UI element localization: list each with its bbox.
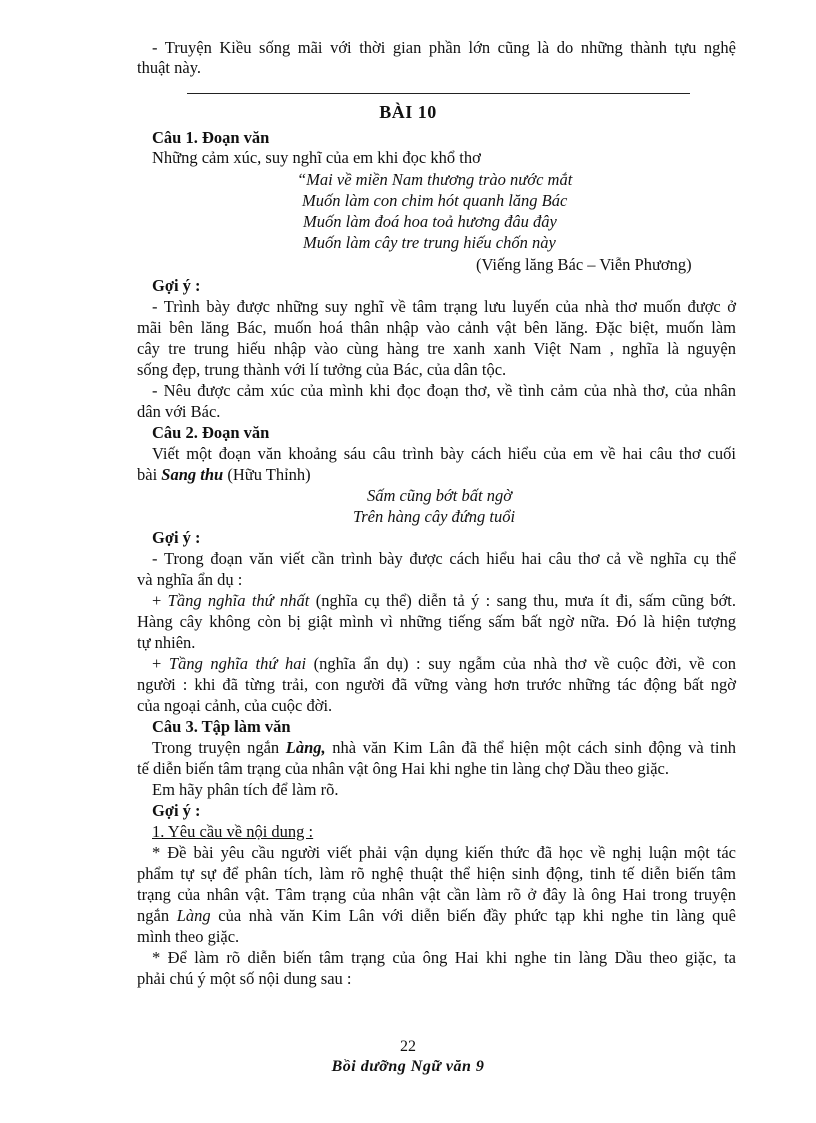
story-title: Làng, — [285, 738, 326, 757]
q1-hint-line: - Nêu được cảm xúc của mình khi đọc đoạn thơ, về tình cảm của nhà thơ, của nhân — [152, 381, 736, 400]
q2-layer-1-line-3: tự nhiên. — [137, 633, 196, 652]
q1-heading: Câu 1. Đoạn văn — [152, 128, 270, 147]
q2-prompt-line-2: bài Sang thu (Hữu Thỉnh) — [137, 465, 311, 484]
q1-hint-line: - Trình bày được những suy nghĩ về tâm trạng lưu luyến của nhà thơ muốn được ở — [152, 297, 736, 316]
lesson-title: BÀI 10 — [379, 102, 437, 122]
page-number: 22 — [400, 1038, 416, 1055]
q1-hint-label: Gợi ý : — [152, 276, 201, 295]
q3-req-line: phẩm tự sự để phân tích, làm rõ nghệ thuật thể hiện sinh động, tinh tế diễn biến tâm — [137, 864, 736, 883]
q1-hint-line: cây tre trung hiếu nhập vào cùng hàng tre xanh xanh Việt Nam , nghĩa là nguyện — [137, 339, 736, 358]
q3-prompt-line-1: Trong truyện ngắn Làng, nhà văn Kim Lân đã thể hiện một cách sinh động và tinh — [152, 738, 736, 757]
intro-line-1: - Truyện Kiều sống mãi với thời gian phần lớn cũng là do những thành tựu nghệ — [152, 38, 736, 57]
q2-hint-line-2: và nghĩa ẩn dụ : — [137, 570, 243, 589]
q2-prompt-line-1: Viết một đoạn văn khoảng sáu câu trình bày cách hiểu của em về hai câu thơ cuối — [152, 444, 736, 463]
q1-poem-line-1: “Mai về miền Nam thương trào nước mắt — [297, 170, 573, 189]
q2-heading: Câu 2. Đoạn văn — [152, 423, 270, 442]
q3-req-line: * Để làm rõ diễn biến tâm trạng của ông Hai khi nghe tin làng Dầu theo giặc, ta — [152, 948, 736, 967]
q1-hint-line: dân với Bác. — [137, 402, 221, 421]
q1-poem-source: (Viếng lăng Bác – Viễn Phương) — [476, 255, 692, 274]
q2-hint-line-1: - Trong đoạn văn viết cần trình bày được cách hiểu hai câu thơ cả về nghĩa cụ thể — [152, 549, 736, 568]
q3-hint-label: Gợi ý : — [152, 801, 201, 820]
q1-prompt: Những cảm xúc, suy nghĩ của em khi đọc khổ thơ — [152, 148, 481, 167]
q2-layer-2-line-3: của ngoại cảnh, của cuộc đời. — [137, 696, 333, 715]
q3-req-line: phải chú ý một số nội dung sau : — [137, 969, 352, 988]
q1-hint-line: mãi bên lăng Bác, muốn hoá thân nhập vào cảnh vật bên lăng. Đặc biệt, muốn làm — [137, 318, 736, 337]
q3-requirements-heading: 1. Yêu cầu về nội dung : — [152, 822, 314, 841]
q3-req-line: trạng của nhân vật. Tâm trạng của nhân vật cần làm rõ ở đây là ông Hai trong truyện — [137, 885, 736, 904]
q3-req-line: ngắn Làng của nhà văn Kim Lân với diễn biến đầy phức tạp khi nghe tin làng quê — [137, 906, 736, 925]
q2-layer-2-line-1: + Tầng nghĩa thứ hai (nghĩa ẩn dụ) : suy ngẫm của nhà thơ về cuộc đời, về con — [152, 654, 737, 673]
section-divider — [187, 93, 690, 94]
q1-poem-line-3: Muốn làm đoá hoa toả hương đâu đây — [303, 212, 557, 231]
q2-layer-1-line-2: Hàng cây không còn bị giật mình vì những tiếng sấm bất ngờ nữa. Đó là hiện tượng — [137, 612, 736, 631]
q2-poem-line-1: Sấm cũng bớt bất ngờ — [367, 486, 513, 505]
q3-req-line: * Đề bài yêu cầu người viết phải vận dụng kiến thức đã học về nghị luận một tác — [152, 843, 736, 862]
q2-layer-2-line-2: người : khi đã từng trải, con người đã vững vàng hơn trước những tác động bất ngờ — [137, 675, 736, 694]
poem-title: Sang thu — [161, 465, 224, 484]
q2-hint-label: Gợi ý : — [152, 528, 201, 547]
intro-line-2: thuật này. — [137, 58, 201, 77]
q3-req-line: mình theo giặc. — [137, 927, 240, 946]
q2-poem-line-2: Trên hàng cây đứng tuổi — [353, 507, 516, 526]
book-title-footer: Bồi dưỡng Ngữ văn 9 — [331, 1058, 485, 1075]
q1-hint-line: sống đẹp, trung thành với lí tưởng của Bác, của dân tộc. — [137, 360, 507, 379]
q1-poem-line-2: Muốn làm con chim hót quanh lăng Bác — [302, 191, 568, 210]
q3-prompt-line-3: Em hãy phân tích để làm rõ. — [152, 780, 339, 799]
q2-layer-1-line-1: + Tầng nghĩa thứ nhất (nghĩa cụ thể) diễn tả ý : sang thu, mưa ít đi, sấm cũng bớt. — [152, 591, 737, 610]
q3-prompt-line-2: tế diễn biến tâm trạng của nhân vật ông Hai khi nghe tin làng chợ Dầu theo giặc. — [137, 759, 669, 778]
q3-heading: Câu 3. Tập làm văn — [152, 717, 291, 736]
q1-poem-line-4: Muốn làm cây tre trung hiếu chốn này — [303, 233, 556, 252]
